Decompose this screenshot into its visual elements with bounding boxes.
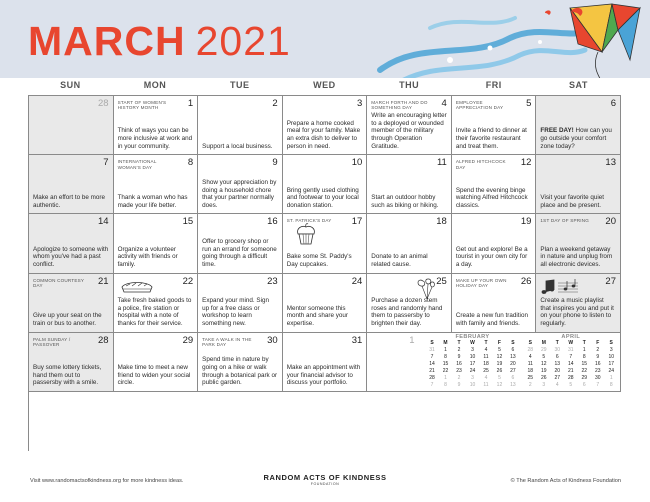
mini-day: 12 — [496, 381, 503, 388]
day-number: 4 — [441, 98, 447, 109]
day-number: 13 — [605, 157, 616, 169]
calendar-day-cell — [536, 96, 621, 155]
pie-illustration — [120, 280, 154, 299]
day-number: 5 — [526, 98, 532, 109]
weekday-header — [28, 80, 621, 94]
day-number: 19 — [520, 216, 532, 228]
kindness-idea: Donate to an animal related cause. — [371, 253, 428, 268]
calendar-day-cell — [29, 155, 114, 214]
mini-calendar-april — [524, 333, 618, 391]
occasion-label: PALM SUNDAY / PASSOVER — [33, 336, 71, 348]
mini-day: 4 — [528, 353, 532, 360]
occasion-label: ST. PATRICK'S DAY — [286, 218, 332, 224]
title-year: 2021 — [195, 18, 291, 64]
mini-day: 18 — [527, 367, 534, 374]
day-number: 17 — [351, 216, 363, 228]
calendar-day-cell — [283, 155, 368, 214]
occasion-label: MARCH FORTH AND DO SOMETHING DAY — [371, 100, 428, 111]
kindness-idea: Make an effort to be more authentic. — [33, 194, 105, 209]
calendar-day-cell — [198, 274, 283, 333]
calendar-day-cell — [114, 96, 199, 155]
mini-day: 12 — [496, 353, 503, 360]
mini-weekday: F — [497, 339, 501, 346]
mini-day: 3 — [609, 346, 613, 353]
day-number: 22 — [182, 275, 194, 287]
day-number: 26 — [520, 275, 532, 287]
mini-day: 13 — [554, 360, 561, 367]
day-number: 20 — [605, 216, 616, 228]
kindness-idea: Mentor someone this month and share your expertise. — [286, 304, 348, 328]
weekday-sat: SAT — [569, 80, 588, 90]
mini-day: 5 — [542, 353, 546, 360]
mini-day: 5 — [569, 381, 573, 388]
weekday-sun: SUN — [60, 80, 81, 90]
calendar-day-cell — [198, 214, 283, 273]
day-number: 21 — [97, 275, 109, 287]
kindness-idea: Apologize to someone with whom you've had a past conflict. — [33, 245, 109, 268]
calendar-day-cell — [29, 333, 114, 392]
calendar-day-cell — [367, 214, 452, 273]
calendar-day-cell — [114, 274, 199, 333]
mini-weekday: T — [484, 339, 488, 346]
occasion-label: MAKE UP YOUR OWN HOLIDAY DAY — [455, 277, 507, 288]
mini-day: 2 — [596, 346, 600, 353]
logo-line-1: RANDOM ACTS OF KINDNESS — [263, 473, 387, 482]
occasion-label: ALFRED HITCHCOCK DAY — [455, 159, 506, 170]
free-day-label: FREE DAY! — [540, 127, 574, 135]
mini-day: 3 — [542, 381, 546, 388]
calendar-day-cell — [452, 274, 537, 333]
mini-day: 4 — [484, 346, 488, 353]
kindness-idea: Visit your favorite quiet place and be present. — [540, 194, 605, 209]
day-number: 6 — [610, 98, 616, 109]
mini-day: 30 — [554, 346, 561, 353]
day-number: 1 — [187, 98, 194, 109]
calendar-day-cell — [114, 333, 199, 392]
calendar-day-cell — [452, 155, 537, 214]
calendar-day-cell — [29, 214, 114, 273]
occasion-label: EMPLOYEE APPRECIATION DAY — [455, 100, 504, 111]
day-number: 8 — [187, 157, 194, 169]
mini-day: 9 — [457, 353, 461, 360]
day-number: 10 — [351, 157, 363, 169]
calendar-day-cell — [452, 96, 537, 155]
calendar-day-cell — [283, 96, 368, 155]
mini-day: 29 — [541, 346, 547, 353]
calendar-day-cell — [367, 333, 621, 392]
mini-day: 2 — [528, 381, 532, 388]
mini-day: 25 — [527, 374, 534, 381]
kindness-idea: Purchase a dozen stem roses and randomly hand them to passersby to brighten their day. — [371, 297, 443, 328]
mini-day: 3 — [471, 346, 474, 353]
occasion-label: COMMON COURTESY DAY — [33, 277, 85, 288]
calendar-day-cell — [114, 214, 199, 273]
occasion-label: INTERNATIONAL WOMAN'S DAY — [117, 159, 157, 170]
calendar-grid — [28, 95, 621, 451]
mini-day: 21 — [567, 367, 574, 374]
mini-day: 8 — [609, 381, 613, 388]
title-month: MARCH — [28, 18, 186, 64]
mini-day: 27 — [554, 374, 561, 381]
kindness-idea: Offer to grocery shop or run an errand for someone going through a difficult time. — [202, 238, 277, 268]
mini-day: 12 — [541, 360, 547, 367]
mini-day: 10 — [469, 353, 476, 360]
day-number: 25 — [436, 275, 447, 287]
weekday-mon: MON — [143, 80, 167, 90]
mini-day: 8 — [444, 381, 447, 388]
calendar-day-cell — [536, 214, 621, 273]
calendar-day-cell — [29, 96, 114, 155]
calendar-day-cell — [114, 155, 199, 214]
mini-day: 15 — [442, 360, 449, 367]
mini-day: 6 — [582, 381, 586, 388]
day-number: 24 — [351, 275, 363, 287]
mini-weekday: S — [430, 339, 434, 346]
mini-day: 13 — [510, 353, 516, 360]
kindness-idea: Bake some St. Paddy's Day cupcakes. — [286, 253, 352, 268]
day-number: 9 — [272, 157, 278, 169]
foundation-logo — [260, 473, 390, 486]
day-number: 18 — [436, 216, 447, 228]
kindness-idea: Plan a weekend getaway in nature and unplug from all electronic devices. — [540, 245, 613, 268]
mini-calendar-february — [425, 333, 519, 391]
occasion-label: 1ST DAY OF SPRING — [540, 218, 590, 224]
kindness-idea: Take fresh baked goods to a police, fire station or hospital with a note of thanks for their service. — [117, 297, 192, 328]
mini-weekday: M — [541, 339, 546, 346]
mini-day: 25 — [483, 367, 489, 374]
day-number: 31 — [351, 334, 363, 346]
mini-day: 10 — [608, 353, 614, 360]
kindness-idea: Think of ways you can be more inclusive at work and in your community. — [117, 127, 193, 150]
mini-weekday: T — [457, 339, 461, 346]
occasion-label: TAKE A WALK IN THE PARK DAY — [202, 336, 252, 348]
kindness-idea: Support a local business. — [202, 142, 273, 150]
mini-calendars — [425, 333, 618, 391]
calendar-day-cell — [367, 274, 452, 333]
mini-day: 22 — [581, 367, 588, 374]
mini-day: 20 — [554, 367, 561, 374]
mini-day: 24 — [608, 367, 614, 374]
weekday-thu: THU — [399, 80, 420, 90]
mini-day: 7 — [430, 353, 434, 360]
mini-weekday: W — [568, 339, 574, 346]
mini-calendar-grid — [524, 340, 618, 389]
mini-day: 1 — [444, 346, 447, 353]
mini-day: 4 — [484, 374, 488, 381]
occasion-label: START OF WOMEN'S HISTORY MONTH — [117, 100, 167, 111]
day-number: 30 — [267, 334, 278, 346]
kindness-idea: Make an appointment with your financial advisor to discuss your portfolio. — [286, 364, 361, 387]
day-number: 12 — [520, 157, 532, 169]
kindness-idea: Give up your seat on the train or bus to another. — [33, 312, 102, 328]
mini-day: 6 — [555, 353, 559, 360]
weekday-fri: FRI — [485, 80, 502, 90]
mini-weekday: T — [582, 339, 586, 346]
mini-day: 11 — [483, 381, 489, 388]
kindness-idea: Spend time in nature by going on a hike or walk through a botanical park or public garden. — [202, 356, 278, 387]
kindness-idea: Create a new fun tradition with family and friends. — [455, 312, 528, 328]
calendar-day-cell — [536, 155, 621, 214]
mini-day: 16 — [594, 360, 601, 367]
footer-copyright: © The Random Acts of Kindness Foundation — [510, 478, 621, 484]
day-number: 29 — [182, 334, 194, 346]
mini-day: 31 — [567, 346, 574, 353]
mini-calendar-title: FEBRUARY — [455, 333, 490, 340]
mini-day: 10 — [469, 381, 476, 388]
mini-day: 6 — [511, 346, 515, 353]
kindness-idea: Show your appreciation by doing a household chore that your partner normally does. — [202, 178, 277, 209]
mini-day: 26 — [496, 367, 503, 374]
day-number: 28 — [97, 334, 109, 346]
mini-day: 28 — [527, 346, 534, 353]
mini-day: 6 — [511, 374, 515, 381]
mini-day: 28 — [567, 374, 574, 381]
day-number: 1 — [409, 334, 415, 346]
kindness-idea: Prepare a home cooked meal for your family. Make an extra dish to deliver to person in need. — [286, 119, 361, 150]
day-number: 3 — [356, 98, 363, 109]
mini-day: 29 — [581, 374, 588, 381]
kindness-idea: Organize a volunteer activity with friends or family. — [117, 245, 178, 268]
calendar-day-cell — [536, 274, 621, 333]
header-banner — [0, 0, 650, 78]
mini-day: 18 — [483, 360, 489, 367]
mini-day: 15 — [581, 360, 588, 367]
kindness-idea: Start an outdoor hobby such as biking or hiking. — [371, 194, 439, 209]
mini-day: 21 — [429, 367, 435, 374]
calendar-day-cell — [198, 96, 283, 155]
mini-day: 7 — [596, 381, 600, 388]
kite-illustration — [340, 0, 650, 78]
kindness-idea: Write an encouraging letter to a deployed or wounded member of the military through Operation Gratitude. — [371, 112, 447, 150]
kindness-idea: Get out and explore! Be a tourist in your own city for a day. — [455, 245, 528, 268]
mini-day: 13 — [510, 381, 516, 388]
calendar-day-cell — [283, 333, 368, 392]
calendar-day-cell — [452, 214, 537, 273]
kindness-idea: Create a music playlist that inspires you and put it on your phone to listen to regularly. — [540, 297, 614, 328]
mini-day: 3 — [471, 374, 474, 381]
mini-day: 11 — [483, 353, 489, 360]
kindness-idea: Buy some lottery tickets, hand them out to passersby with a smile. — [33, 364, 102, 387]
day-number: 27 — [605, 275, 616, 287]
calendar-day-cell — [198, 333, 283, 392]
day-number: 15 — [182, 216, 194, 228]
kindness-idea: Invite a friend to dinner at their favorite restaurant and treat them. — [455, 127, 527, 150]
mini-day: 17 — [608, 360, 614, 367]
mini-day: 17 — [469, 360, 476, 367]
mini-day: 5 — [498, 346, 501, 353]
calendar-day-cell — [283, 214, 368, 273]
mini-day: 2 — [457, 346, 461, 353]
mini-day: 7 — [430, 381, 434, 388]
logo-line-2: FOUNDATION — [310, 482, 340, 486]
mini-day: 27 — [510, 367, 516, 374]
weekday-tue: TUE — [229, 80, 250, 90]
kindness-idea: Make time to meet a new friend to widen your social circle. — [117, 364, 191, 387]
mini-calendar-title: APRIL — [561, 333, 581, 340]
kindness-idea: Thank a woman who has made your life better. — [117, 194, 188, 209]
kindness-idea: FREE DAY! How can you go outside your comfort zone today? — [540, 127, 612, 150]
calendar-day-cell — [283, 274, 368, 333]
calendar-day-cell — [367, 96, 452, 155]
footer-website-note: Visit www.randomactsofkindness.org for more kindness ideas. — [30, 478, 184, 484]
mini-day: 1 — [609, 374, 613, 381]
mini-weekday: S — [511, 339, 515, 346]
calendar-day-cell — [198, 155, 283, 214]
kindness-idea: Bring gently used clothing and footwear to your local donation station. — [286, 186, 359, 209]
mini-day: 30 — [594, 374, 601, 381]
mini-day: 7 — [569, 353, 573, 360]
mini-day: 19 — [496, 360, 503, 367]
mini-day: 1 — [582, 346, 586, 353]
day-number: 2 — [272, 98, 278, 109]
mini-day: 8 — [582, 353, 586, 360]
mini-day: 11 — [527, 360, 533, 367]
day-number: 16 — [267, 216, 278, 228]
mini-weekday: W — [470, 339, 475, 346]
mini-weekday: M — [443, 339, 448, 346]
mini-weekday: S — [528, 339, 532, 346]
mini-day: 16 — [456, 360, 462, 367]
kindness-idea: Spend the evening binge watching Alfred Hitchcock classics. — [455, 186, 528, 209]
mini-day: 24 — [469, 367, 476, 374]
cupcake-illustration — [293, 223, 319, 250]
page-title — [28, 18, 291, 65]
day-number: 14 — [97, 216, 109, 228]
mini-day: 23 — [594, 367, 601, 374]
mini-day: 31 — [429, 346, 435, 353]
day-number: 11 — [436, 157, 447, 169]
calendar-day-cell — [29, 274, 114, 333]
mini-day: 23 — [456, 367, 462, 374]
day-number: 7 — [103, 157, 109, 169]
calendar-day-cell — [367, 155, 452, 214]
mini-day: 14 — [567, 360, 574, 367]
mini-day: 26 — [541, 374, 547, 381]
mini-day: 8 — [444, 353, 447, 360]
kindness-idea: Expand your mind. Sign up for a free class or workshop to learn something new. — [202, 297, 269, 328]
weekday-wed: WED — [313, 80, 336, 90]
mini-weekday: F — [596, 339, 600, 346]
mini-day: 20 — [510, 360, 516, 367]
mini-weekday: T — [555, 339, 559, 346]
mini-day: 1 — [444, 374, 447, 381]
mini-day: 5 — [498, 374, 501, 381]
mini-day: 2 — [457, 374, 461, 381]
mini-day: 9 — [457, 381, 461, 388]
day-number: 28 — [97, 98, 109, 109]
mini-day: 9 — [596, 353, 600, 360]
mini-calendar-grid — [425, 340, 519, 389]
mini-day: 19 — [541, 367, 547, 374]
mini-weekday: S — [609, 339, 613, 346]
mini-day: 4 — [555, 381, 559, 388]
mini-day: 14 — [429, 360, 435, 367]
day-number: 23 — [267, 275, 278, 287]
mini-day: 28 — [429, 374, 435, 381]
mini-day: 22 — [442, 367, 449, 374]
